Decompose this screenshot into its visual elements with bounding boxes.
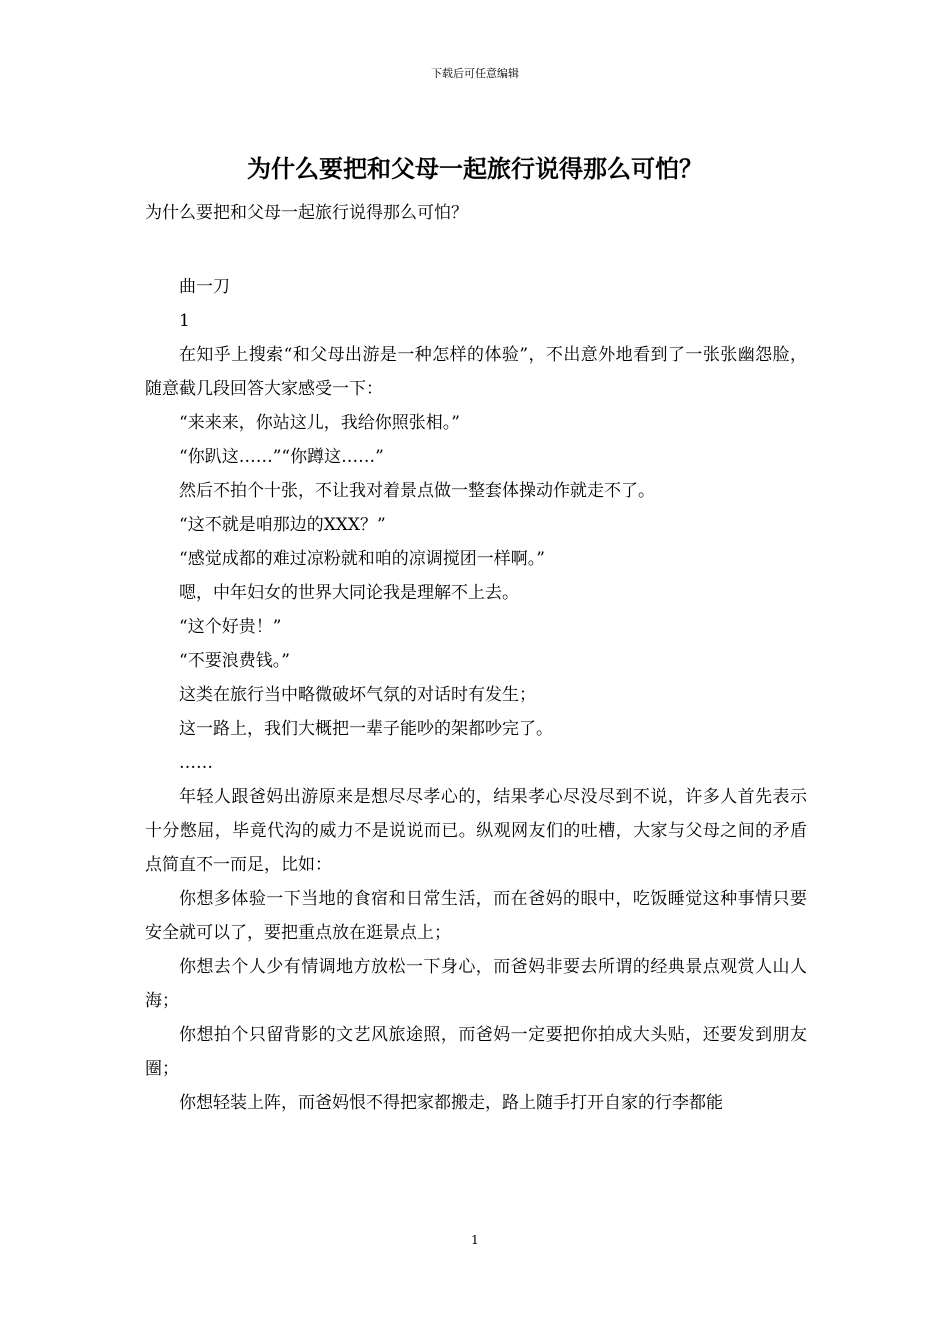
paragraph: “这个好贵！”: [179, 617, 282, 637]
section-number: 1: [179, 311, 190, 331]
author-line: 曲一刀: [179, 277, 230, 297]
page-number: 1: [471, 1233, 479, 1247]
paragraph: ……: [179, 753, 213, 773]
document-body: [145, 196, 807, 1120]
document-title: 为什么要把和父母一起旅行说得那么可怕？: [247, 154, 703, 183]
paragraph: 年轻人跟爸妈出游原来是想尽尽孝心的，结果孝心尽没尽到不说，许多人首先表示十分憋屈，毕竟代沟的威力不是说说而已。纵观网友们的吐槽，大家与父母之间的矛盾点简直不一而足，比如：: [145, 787, 807, 875]
paragraph: “这不就是咱那边的XXX？”: [179, 515, 386, 535]
paragraph: 在知乎上搜索“和父母出游是一种怎样的体验”，不出意外地看到了一张张幽怨脸，随意截几段回答大家感受一下：: [145, 345, 807, 399]
paragraph: “感觉成都的难过凉粉就和咱的凉调搅团一样啊。”: [179, 549, 545, 569]
paragraph: 嗯，中年妇女的世界大同论我是理解不上去。: [179, 583, 519, 603]
blank-line: [145, 230, 807, 270]
paragraph: “不要浪费钱。”: [179, 651, 290, 671]
paragraph: 这类在旅行当中略微破坏气氛的对话时有发生；: [179, 685, 536, 705]
paragraph: “你趴这……”“你蹲这……”: [179, 447, 384, 467]
paragraph: 然后不拍个十张，不让我对着景点做一整套体操动作就走不了。: [179, 481, 655, 501]
paragraph: 你想拍个只留背影的文艺风旅途照，而爸妈一定要把你拍成大头贴，还要发到朋友圈；: [145, 1025, 807, 1079]
paragraph: 你想去个人少有情调地方放松一下身心，而爸妈非要去所谓的经典景点观赏人山人海；: [145, 957, 807, 1011]
subtitle-line: 为什么要把和父母一起旅行说得那么可怕？: [145, 203, 468, 223]
paragraph: 你想轻装上阵，而爸妈恨不得把家都搬走，路上随手打开自家的行李都能: [179, 1093, 723, 1113]
paragraph: “来来来，你站这儿，我给你照张相。”: [179, 413, 460, 433]
paragraph: 你想多体验一下当地的食宿和日常生活，而在爸妈的眼中，吃饭睡觉这种事情只要安全就可以了，要把重点放在逛景点上；: [145, 889, 807, 943]
header-note: 下载后可任意编辑: [431, 67, 519, 80]
paragraph: 这一路上，我们大概把一辈子能吵的架都吵完了。: [179, 719, 553, 739]
